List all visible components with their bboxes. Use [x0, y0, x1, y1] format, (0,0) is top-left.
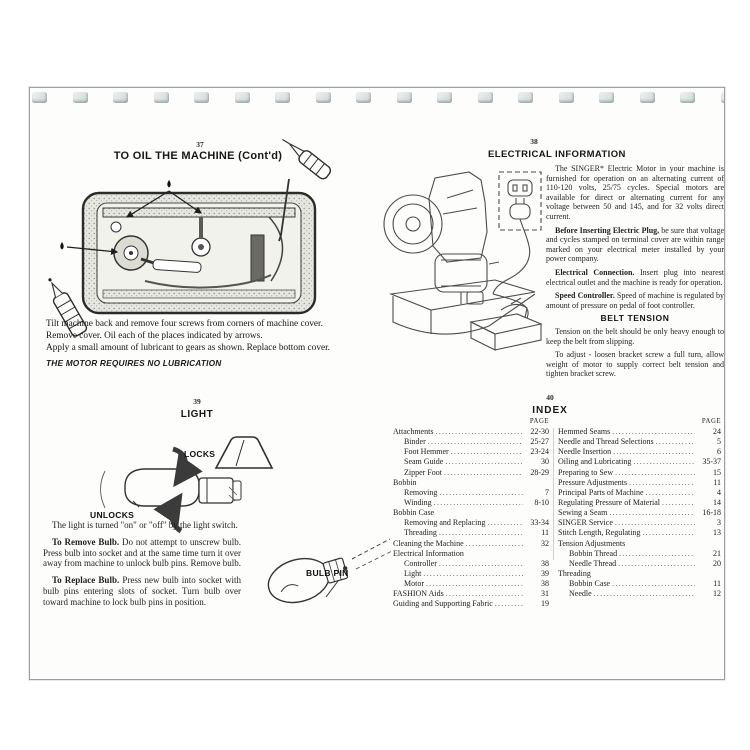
page40-title: INDEX [532, 405, 568, 416]
index-left-column [393, 427, 549, 610]
index-entry: Sewing a Seam ..... 16-18 [558, 508, 721, 518]
paragraph: Electrical Connection. Insert plug into nearest electrical outlet and the machine is ready for operation. [546, 267, 725, 287]
binding-hole [640, 92, 655, 103]
index-entry: Threading ..... 11 [393, 528, 549, 538]
index-entry: Bobbin Thread ..... 21 [558, 549, 721, 559]
index-entry: Needle Thread ..... 20 [558, 559, 721, 569]
binding-hole [275, 92, 290, 103]
page-number-40: 40 [546, 393, 554, 402]
binding-hole [680, 92, 695, 103]
index-entry: Principal Parts of Machine ..... 4 [558, 488, 721, 498]
index-entry: Bobbin Case ..... 11 [558, 579, 721, 589]
binding-hole [73, 92, 88, 103]
index-entry: Oiling and Lubricating ..... 35-37 [558, 457, 721, 467]
index-entry: Needle and Thread Selections ..... 5 [558, 437, 721, 447]
index-entry: Foot Hemmer ..... 23-24 [393, 447, 549, 457]
index-entry: Zipper Foot ..... 28-29 [393, 468, 549, 478]
binding-hole [437, 92, 452, 103]
index-column-divider [553, 428, 554, 560]
paragraph: The light is turned "on" or "off" by the light switch. [52, 520, 238, 530]
locks-label: LOCKS [184, 449, 216, 459]
index-entry: Tension Adjustments [558, 538, 626, 548]
paragraph: Before Inserting Electric Plug, be sure that voltage and cycles stamped on terminal cover are within range marked on your electrical meter installed by your power company. [546, 225, 725, 264]
index-entry: Regulating Pressure of Material ..... 14 [558, 498, 721, 508]
binding-hole [154, 92, 169, 103]
index-right-column [558, 427, 721, 599]
page37-body [46, 318, 352, 354]
index-entry: Bobbin [393, 477, 417, 487]
index-entry: Light ..... 39 [393, 569, 549, 579]
index-entry: Seam Guide ..... 30 [393, 457, 549, 467]
index-entry: Cleaning the Machine ..... 32 [393, 539, 549, 549]
paragraph: To Replace Bulb. Press new bulb into socket with bulb pins entering slots of socket. Turn bulb over toward machine to lock bulb pins in position. [43, 575, 241, 607]
index-entry: Controller ..... 38 [393, 559, 549, 569]
binding-hole [113, 92, 128, 103]
index-entry: Threading [558, 568, 591, 578]
paragraph: To adjust - loosen bracket screw a full turn, allow weight of motor to supply correct belt tension and tighten bracket screw. [546, 350, 724, 379]
index-entry: SINGER Service ..... 3 [558, 518, 721, 528]
page37-motor-note: THE MOTOR REQUIRES NO LUBRICATION [46, 358, 222, 368]
paragraph: The SINGER* Electric Motor in your machine is furnished for operation on an alternating current of 110-120 volts, 25/75 cycles. Special motors are available for direct or alternating current for any voltage between 50 and 145, and for 32 volts direct current. [546, 164, 724, 221]
index-page-header-left: PAGE [529, 418, 549, 425]
page39-text-column [43, 520, 241, 614]
index-entry: Pressure Adjustments ..... 11 [558, 478, 721, 488]
index-entry: FASHION Aids ..... 31 [393, 589, 549, 599]
index-entry: Binder ..... 25-27 [393, 437, 549, 447]
page-number-37: 37 [196, 140, 204, 149]
page37-line: Tilt machine back and remove four screws from corners of machine cover. [46, 319, 323, 329]
binding-hole [316, 92, 331, 103]
page39-title: LIGHT [180, 409, 214, 420]
index-entry: Guiding and Supporting Fabric ..... 19 [393, 599, 549, 609]
binding-hole [518, 92, 533, 103]
index-entry: Winding ..... 8-10 [393, 498, 549, 508]
page37-line: Apply a small amount of lubricant to gears as shown. Replace bottom cover. [46, 343, 331, 353]
bulb-pin-label: BULB PIN [306, 568, 349, 578]
binding-hole [478, 92, 493, 103]
index-entry: Preparing to Sew ..... 15 [558, 468, 721, 478]
page38-paragraphs [546, 164, 724, 310]
paragraph: Speed Controller. Speed of machine is regulated by amount of pressure on pedal of foot controller. [546, 291, 725, 310]
index-entry: Needle Insertion ..... 6 [558, 447, 721, 457]
page-number-38: 38 [530, 137, 538, 146]
binding-hole [559, 92, 574, 103]
index-entry: Motor ..... 38 [393, 579, 549, 589]
binding-hole [32, 92, 47, 103]
index-entry: Hemmed Seams ..... 24 [558, 427, 721, 437]
index-entry: Bobbin Case [393, 508, 435, 518]
unlocks-label: UNLOCKS [90, 510, 135, 520]
machine-motor-diagram [377, 168, 547, 374]
page38-title: ELECTRICAL INFORMATION [488, 149, 626, 160]
index-entry: Attachments ..... 22-30 [393, 427, 549, 437]
index-page-header-right: PAGE [701, 418, 721, 425]
paragraph: Tension on the belt should be only heavy enough to keep the belt from slipping. [546, 326, 724, 346]
index-entry: Electrical Information [393, 548, 464, 558]
belt-tension-heading: BELT TENSION [600, 313, 670, 324]
page37-line: Remove cover. Oil each of the places indicated by arrows. [46, 331, 263, 341]
binding-hole [194, 92, 209, 103]
binding-hole [721, 92, 726, 103]
page39-paragraphs [43, 520, 241, 608]
manual-sheet [29, 87, 725, 680]
page37-title: TO OIL THE MACHINE (Cont'd) [113, 150, 283, 162]
paragraph: To Remove Bulb. Do not attempt to unscrew bulb. Press bulb into socket and at the same time turn it over away from machine to unlock bulb pins. Remove bulb. [43, 536, 241, 569]
index-entry: Needle ..... 12 [558, 589, 721, 599]
binding-hole [235, 92, 250, 103]
index-entry: Removing and Replacing ..... 33-34 [393, 518, 549, 528]
belt-tension-paragraphs [546, 327, 724, 379]
index-entry: Stitch Length, Regulating ..... 13 [558, 528, 721, 538]
binding-hole [599, 92, 614, 103]
binding-holes-row [30, 88, 724, 108]
index-entry: Removing ..... 7 [393, 488, 549, 498]
page-number-39: 39 [193, 397, 201, 406]
page38-text-column [546, 164, 724, 383]
binding-hole [397, 92, 412, 103]
binding-hole [356, 92, 371, 103]
